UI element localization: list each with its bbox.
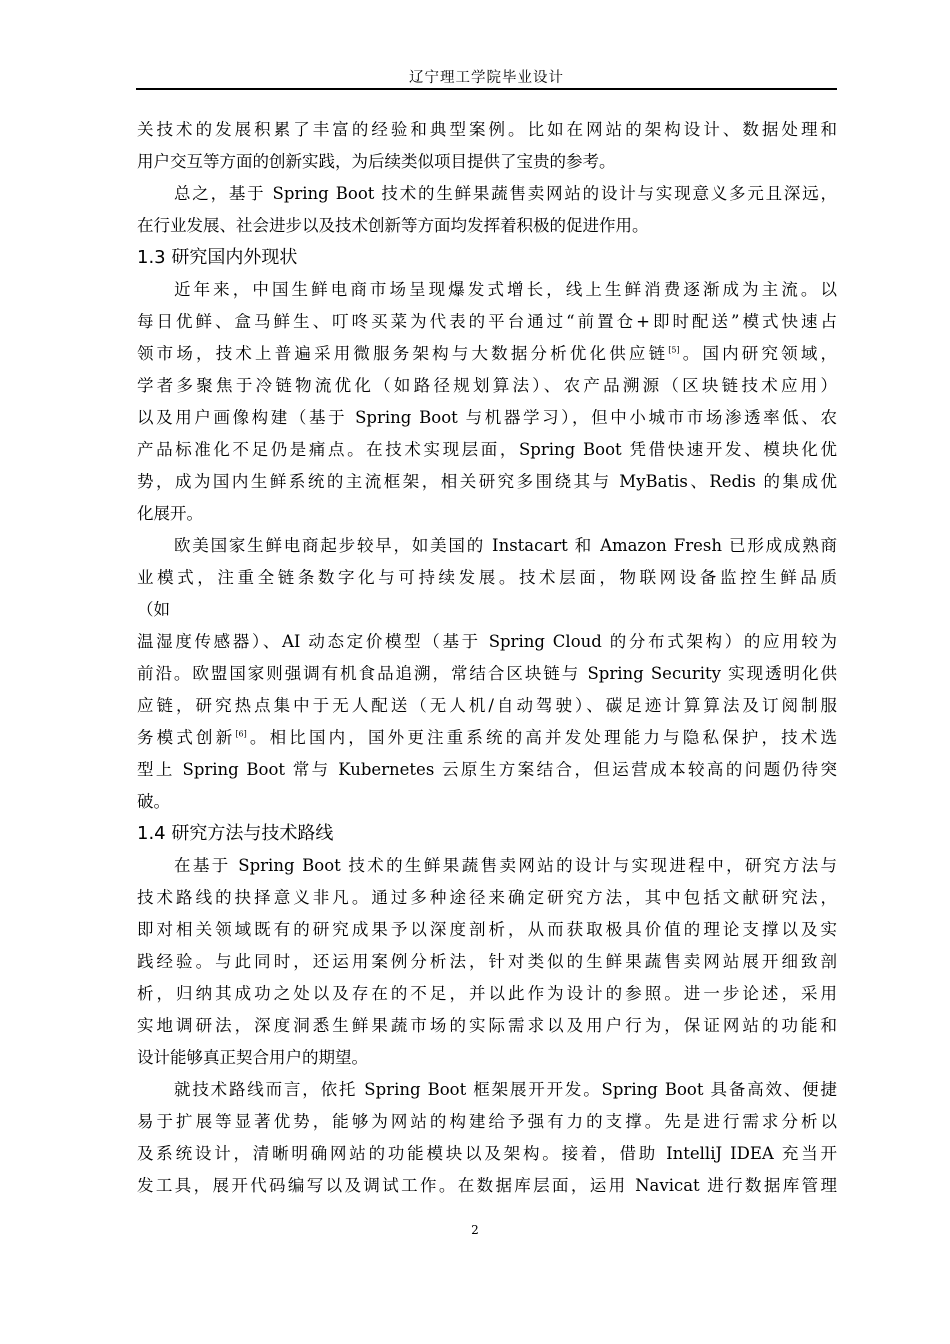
text-segment: 。相比国内，国外更注重系统的高并发处理能力与隐私保护，技术选 [246, 728, 838, 747]
text-line: 践经验。与此同时，还运用案例分析法，针对类似的生鲜果蔬售卖网站展开细致剖 [137, 952, 837, 971]
text-line: 用户交互等方面的创新实践，为后续类似项目提供了宝贵的参考。 [137, 152, 616, 171]
citation-ref: [5] [668, 345, 680, 355]
text-line: 产品标准化不足仍是痛点。在技术实现层面，Spring Boot 凭借快速开发、模块化优 [137, 440, 837, 459]
text-line: 以及用户画像构建（基于 Spring Boot 与机器学习），但中小城市市场渗透率低、农 [137, 408, 837, 427]
text-line: 即对相关领域既有的研究成果予以深度剖析，从而获取极具价值的理论支撑以及实 [137, 920, 837, 939]
text-line: 欧美国家生鲜电商起步较早，如美国的 Instacart 和 Amazon Fresh 已形成成熟商 [174, 536, 837, 555]
text-line: 析，归纳其成功之处以及存在的不足，并以此作为设计的参照。进一步论述，采用 [137, 984, 837, 1003]
section-heading: 1.3 研究国内外现状 [137, 247, 298, 268]
section-heading: 1.4 研究方法与技术路线 [137, 823, 334, 844]
text-line [137, 722, 837, 754]
text-line: 每日优鲜、盒马鲜生、叮咚买菜为代表的平台通过“前置仓+即时配送”模式快速占 [137, 312, 837, 331]
text-line: 关技术的发展积累了丰富的经验和典型案例。比如在网站的架构设计、数据处理和 [137, 120, 837, 139]
text-segment: 领市场，技术上普遍采用微服务架构与大数据分析优化供应链 [137, 344, 669, 363]
text-line: 近年来，中国生鲜电商市场呈现爆发式增长，线上生鲜消费逐渐成为主流。以 [174, 280, 837, 299]
text-line: 化展开。 [137, 504, 203, 523]
text-segment: 。国内研究领域， [679, 344, 838, 363]
page-header-title: 辽宁理工学院毕业设计 [409, 70, 564, 86]
text-line: 发工具，展开代码编写以及调试工作。在数据库层面，运用 Navicat 进行数据库管理 [137, 1176, 837, 1195]
text-line: 设计能够真正契合用户的期望。 [137, 1048, 368, 1067]
text-line: 温湿度传感器）、AI 动态定价模型（基于 Spring Cloud 的分布式架构）的应用较为 [137, 632, 837, 651]
text-line: 易于扩展等显著优势，能够为网站的构建给予强有力的支撑。先是进行需求分析以 [137, 1112, 837, 1131]
page-number: 2 [471, 1223, 479, 1237]
text-line: 应链，研究热点集中于无人配送（无人机/自动驾驶）、碳足迹计算算法及订阅制服 [137, 696, 837, 715]
text-segment: 务模式创新 [137, 728, 236, 747]
text-line: 势，成为国内生鲜系统的主流框架，相关研究多围绕其与 MyBatis、Redis 的集成优 [137, 472, 837, 491]
text-line: 型上 Spring Boot 常与 Kubernetes 云原生方案结合，但运营成本较高的问题仍待突 [137, 760, 837, 779]
text-line: 总之，基于 Spring Boot 技术的生鲜果蔬售卖网站的设计与实现意义多元且深远， [174, 184, 837, 203]
text-line: 实地调研法，深度洞悉生鲜果蔬市场的实际需求以及用户行为，保证网站的功能和 [137, 1016, 837, 1035]
text-line: 就技术路线而言，依托 Spring Boot 框架展开开发。Spring Boot 具备高效、便捷 [174, 1080, 837, 1099]
text-line: 前沿。欧盟国家则强调有机食品追溯，常结合区块链与 Spring Security 实现透明化供 [137, 664, 837, 683]
header-rule [136, 88, 837, 90]
text-line: 学者多聚焦于冷链物流优化（如路径规划算法）、农产品溯源（区块链技术应用） [137, 376, 837, 395]
body-text [137, 114, 837, 1202]
text-line: 在基于 Spring Boot 技术的生鲜果蔬售卖网站的设计与实现进程中，研究方法与 [174, 856, 837, 875]
text-line: 业模式，注重全链条数字化与可持续发展。技术层面，物联网设备监控生鲜品质 [137, 568, 837, 587]
text-line [137, 338, 837, 370]
citation-ref: [6] [235, 729, 247, 739]
text-line: 及系统设计，清晰明确网站的功能模块以及架构。接着，借助 IntelliJ IDEA 充当开 [137, 1144, 837, 1163]
text-line: （如 [137, 600, 170, 619]
text-line: 技术路线的抉择意义非凡。通过多种途径来确定研究方法，其中包括文献研究法， [137, 888, 837, 907]
text-line: 破。 [137, 792, 170, 811]
text-line: 在行业发展、社会进步以及技术创新等方面均发挥着积极的促进作用。 [137, 216, 649, 235]
